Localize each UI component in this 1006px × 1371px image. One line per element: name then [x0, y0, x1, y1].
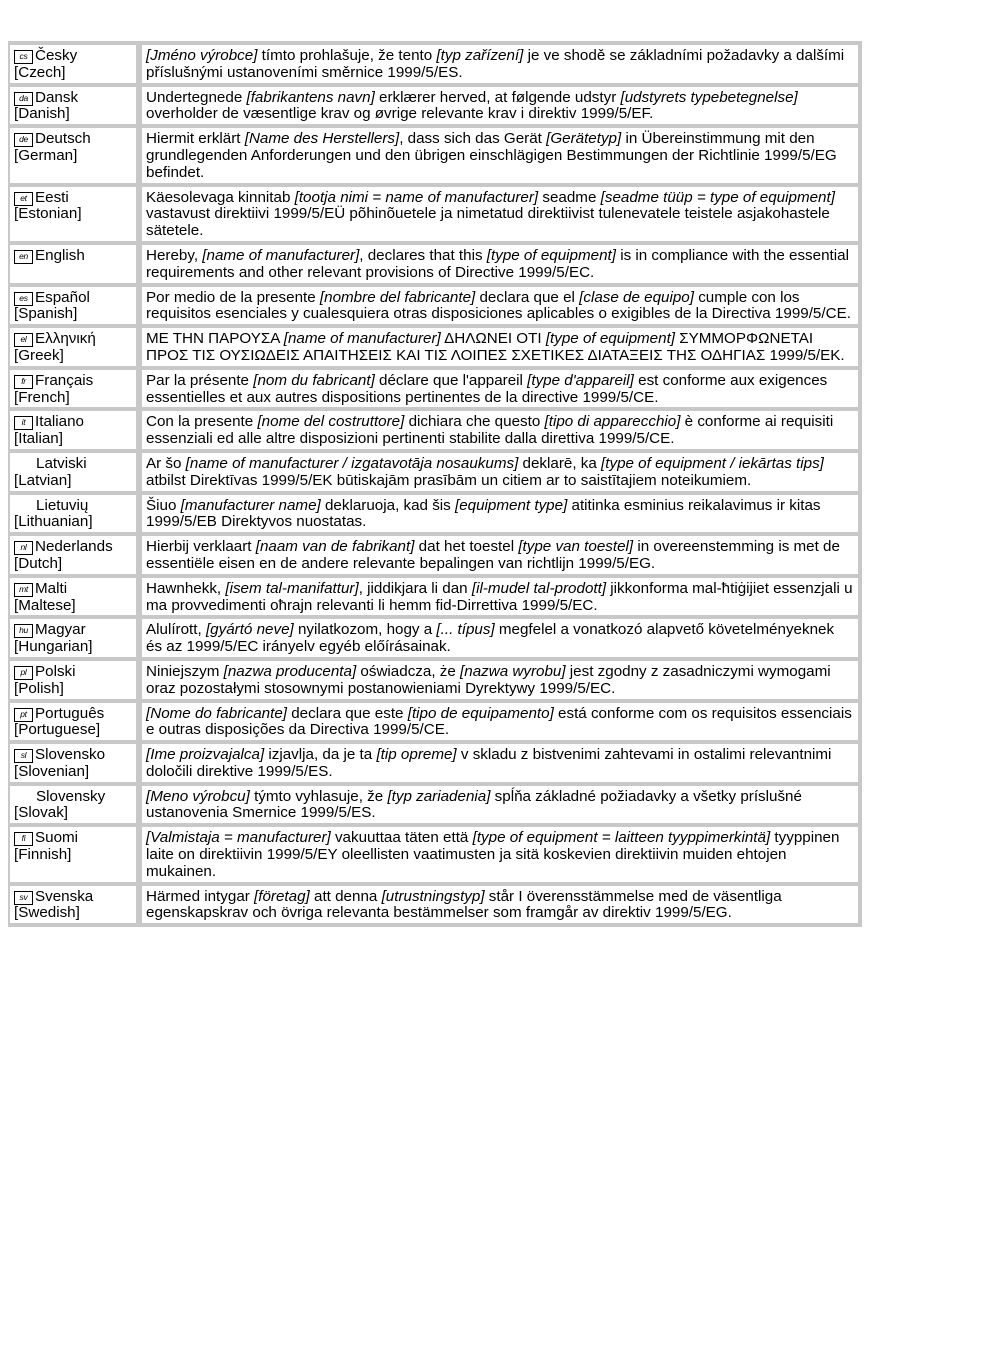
language-english-name: [Maltese]: [14, 596, 76, 614]
declaration-text: [136, 578, 862, 616]
language-code-icon: fr: [14, 375, 33, 389]
declaration-text-segment: Niniejszym: [146, 662, 224, 680]
language-english-name: [Estonian]: [14, 205, 82, 223]
declaration-text-segment: ΜΕ ΤΗΝ ΠΑΡΟΥΣΑ: [146, 330, 284, 348]
declaration-text: [136, 536, 862, 574]
language-code-icon: es: [14, 292, 33, 306]
declaration-text-segment: è conforme ai requisiti essenziali ed alle altre disposizioni pertinenti stabilite dalla direttiva 1999/5/CE.: [146, 413, 834, 448]
declaration-text-segment: Par la présente: [146, 371, 254, 389]
declaration-text-segment: tímto prohlašuje, že tento: [257, 47, 437, 64]
declaration-text: [136, 45, 862, 83]
language-cell: [8, 619, 136, 657]
declaration-text: [136, 287, 862, 325]
placeholder-text: [Ime proizvajalca]: [146, 746, 265, 764]
declaration-text-segment: erklærer herved, at følgende udstyr: [374, 88, 621, 106]
declaration-table-body: [8, 45, 862, 923]
language-english-name: [Hungarian]: [14, 638, 93, 656]
declaration-text-segment: tyyppinen laite on direktiivin 1999/5/EY oleellisten vaatimusten ja sitä koskevien direktiivin muiden ehtojen mukainen.: [146, 829, 840, 880]
language-cell: [8, 886, 136, 924]
placeholder-text: [name of manufacturer]: [202, 246, 360, 264]
declaration-text-segment: Con la presente: [146, 413, 258, 431]
declaration-text-segment: je ve shodě se základními požadavky a dalšími příslušnými ustanoveními směrnice 1999/5/ES.: [146, 47, 845, 81]
declaration-text: [136, 245, 862, 283]
placeholder-text: [Jméno výrobce]: [146, 47, 258, 64]
declaration-text-segment: izjavlja, da je ta: [264, 746, 377, 764]
language-english-name: [Latvian]: [14, 471, 72, 489]
language-row: [8, 453, 862, 491]
placeholder-text: [tip opreme]: [376, 746, 457, 764]
declaration-text-segment: ΣΥΜΜΟΡΦΩΝΕΤΑΙ ΠΡΟΣ ΤΙΣ ΟΥΣΙΩΔΕΙΣ ΑΠΑΙΤΗΣΕΙΣ ΚΑΙ ΤΙΣ ΛΟΙΠΕΣ ΣΧΕΤΙΚΕΣ ΔΙΑΤΑΞΕΙΣ ΤΗΣ ΟΔΗΓΙΑΣ 1999/5/ΕΚ.: [146, 330, 845, 364]
placeholder-text: [nome del costruttore]: [257, 413, 405, 431]
language-native-name: English: [35, 246, 85, 264]
declaration-text: [136, 827, 862, 881]
declaration-text-segment: atitinka esminius reikalavimus ir kitas 1999/5/EB Direktyvos nuostatas.: [146, 496, 821, 531]
declaration-text: [136, 370, 862, 408]
declaration-text-segment: Alulírott,: [146, 621, 206, 639]
language-cell: [8, 128, 136, 182]
declaration-text: [136, 703, 862, 741]
declaration-text-segment: in overeenstemming is met de essentiële eisen en de andere relevante bepalingen van richtlijn 1999/5/EG.: [146, 538, 840, 572]
placeholder-text: [nombre del fabricante]: [319, 288, 476, 306]
placeholder-text: [naam van de fabrikant]: [255, 538, 415, 556]
declaration-text-segment: , jiddikjara li dan: [358, 579, 472, 597]
declaration-text-segment: está conforme com os requisitos essenciais e outras disposições da Directiva 1999/5/CE.: [146, 704, 852, 739]
declaration-text-segment: , dass sich das Gerät: [399, 130, 547, 148]
placeholder-text: [företag]: [254, 887, 310, 905]
declaration-text: [136, 128, 862, 182]
placeholder-text: [type van toestel]: [518, 538, 634, 556]
language-code-icon: fi: [14, 832, 33, 846]
language-code-icon: da: [14, 92, 33, 106]
placeholder-text: [name of manufacturer / izgatavotāja nosaukums]: [185, 454, 519, 472]
declaration-text-segment: ΔΗΛΩΝΕΙ ΟΤΙ: [440, 330, 546, 348]
language-english-name: [Dutch]: [14, 554, 63, 572]
declaration-text: [136, 328, 862, 366]
language-native-name: Lietuvių: [36, 496, 89, 514]
language-native-name: Malti: [35, 579, 68, 597]
language-row: [8, 578, 862, 616]
declaration-text: [136, 661, 862, 699]
language-code-icon: el: [14, 333, 33, 347]
placeholder-text: [gyártó neve]: [205, 621, 294, 639]
language-english-name: [Swedish]: [14, 904, 80, 922]
declaration-text-segment: spĺňa základné požiadavky a všetky príslušné ustanovenia Smernice 1999/5/ES.: [146, 787, 802, 822]
language-cell: [8, 245, 136, 283]
placeholder-text: [seadme tüüp = type of equipment]: [600, 188, 835, 206]
language-code-icon: et: [14, 192, 33, 206]
declaration-text-segment: is in compliance with the essential requirements and other relevant provisions of Directive 1999/5/EC.: [146, 246, 849, 281]
language-english-name: [Portuguese]: [14, 721, 101, 739]
language-cell: [8, 370, 136, 408]
placeholder-text: [Meno výrobcu]: [146, 787, 250, 805]
language-cell: [8, 328, 136, 366]
language-native-name: Español: [35, 288, 90, 306]
language-cell: [8, 661, 136, 699]
placeholder-text: [name of manufacturer]: [283, 330, 441, 348]
language-row: [8, 87, 862, 125]
language-cell: [8, 827, 136, 881]
language-english-name: [Slovak]: [14, 804, 69, 822]
language-code-icon: nl: [14, 541, 33, 555]
placeholder-text: [type of equipment]: [545, 330, 676, 348]
placeholder-text: [... típus]: [436, 621, 495, 639]
language-english-name: [German]: [14, 146, 78, 164]
language-code-icon: pl: [14, 666, 33, 680]
placeholder-text: [type d'appareil]: [527, 371, 634, 389]
language-cell: [8, 87, 136, 125]
placeholder-text: [Valmistaja = manufacturer]: [146, 829, 331, 847]
language-row: [8, 619, 862, 657]
declaration-text-segment: jest zgodny z zasadniczymi wymogami oraz pozostałymi stosownymi postanowieniami Dyrektywy 1999/5/EC.: [146, 662, 831, 697]
language-native-name: Svenska: [35, 887, 94, 905]
declaration-text: [136, 453, 862, 491]
language-row: [8, 328, 862, 366]
declaration-text-segment: Käesolevaga kinnitab: [146, 188, 295, 206]
language-code-icon: pt: [14, 708, 33, 722]
declaration-text-segment: Hierbij verklaart: [146, 538, 256, 556]
declaration-text-segment: Por medio de la presente: [146, 288, 320, 306]
language-cell: [8, 453, 136, 491]
placeholder-text: [tipo di apparecchio]: [544, 413, 681, 431]
language-code-icon: sv: [14, 891, 33, 905]
declaration-text-segment: oświadcza, że: [356, 662, 461, 680]
language-english-name: [Lithuanian]: [14, 513, 93, 531]
declaration-text-segment: att denna: [309, 887, 382, 905]
placeholder-text: [Gerätetyp]: [546, 130, 622, 148]
declaration-text-segment: déclare que l'appareil: [374, 371, 528, 389]
declaration-text: [136, 87, 862, 125]
language-cell: [8, 578, 136, 616]
language-cell: [8, 786, 136, 824]
placeholder-text: [type of equipment]: [486, 246, 616, 264]
declaration-text-segment: vakuuttaa täten että: [330, 829, 473, 847]
language-native-name: Dansk: [35, 88, 79, 106]
declaration-text: [136, 411, 862, 449]
language-native-name: Magyar: [35, 621, 86, 639]
language-cell: [8, 411, 136, 449]
placeholder-text: [nom du fabricant]: [253, 371, 375, 389]
language-row: [8, 45, 862, 83]
placeholder-text: [Name des Herstellers]: [244, 130, 400, 148]
placeholder-text: [nazwa wyrobu]: [460, 662, 566, 680]
language-row: [8, 536, 862, 574]
declaration-text: [136, 495, 862, 533]
language-cell: [8, 703, 136, 741]
declaration-text-segment: dat het toestel: [414, 538, 519, 556]
language-cell: [8, 45, 136, 83]
language-row: [8, 128, 862, 182]
declaration-text-segment: seadme: [538, 188, 601, 206]
language-english-name: [Danish]: [14, 105, 70, 123]
declaration-text-segment: in Übereinstimmung mit den grundlegenden Anforderungen und den übrigen einschlägigen Bestimmungen der Richtlinie 1999/5/EG befindet.: [146, 130, 837, 181]
placeholder-text: [clase de equipo]: [579, 288, 694, 306]
language-native-name: Polski: [35, 662, 76, 680]
placeholder-text: [typ zariadenia]: [387, 787, 491, 805]
language-cell: [8, 744, 136, 782]
placeholder-text: [type of equipment = laitteen tyyppimerkintä]: [472, 829, 771, 847]
declaration-text-segment: Šiuo: [146, 496, 181, 514]
declaration-text: [136, 619, 862, 657]
language-code-icon: cs: [14, 50, 33, 64]
declaration-text-segment: Hereby,: [146, 246, 203, 264]
language-row: [8, 886, 862, 924]
language-native-name: Nederlands: [35, 538, 113, 556]
language-english-name: [Spanish]: [14, 305, 78, 323]
declaration-text-segment: deklarē, ka: [518, 454, 602, 472]
language-row: [8, 411, 862, 449]
placeholder-text: [tootja nimi = name of manufacturer]: [294, 188, 539, 206]
language-row: [8, 827, 862, 881]
placeholder-text: [nazwa producenta]: [223, 662, 357, 680]
language-native-name: Deutsch: [35, 130, 91, 148]
declaration-text-segment: nyilatkozom, hogy a: [293, 621, 437, 639]
language-english-name: [Slovenian]: [14, 762, 90, 780]
declaration-text: [136, 786, 862, 824]
language-native-name: Português: [35, 704, 105, 722]
declaration-text-segment: Härmed intygar: [146, 887, 255, 905]
declaration-text-segment: står I överensstämmelse med de väsentliga egenskapskrav och övriga relevanta bestämmelser som framgår av direktiv 1999/5/EG.: [146, 887, 782, 922]
language-row: [8, 187, 862, 241]
declaration-text-segment: overholder de væsentlige krav og øvrige relevante krav i direktiv 1999/5/EF.: [146, 105, 654, 123]
language-code-icon: mt: [14, 583, 33, 597]
language-row: [8, 245, 862, 283]
declaration-text: [136, 744, 862, 782]
declaration-text-segment: declara que el: [475, 288, 580, 306]
declaration-text: [136, 187, 862, 241]
declaration-text-segment: Hiermit erklärt: [146, 130, 245, 148]
declaration-text-segment: declara que este: [286, 704, 408, 722]
declaration-text-segment: Undertegnede: [146, 88, 247, 106]
language-cell: [8, 536, 136, 574]
declaration-text-segment: dichiara che questo: [404, 413, 545, 431]
declaration-text-segment: megfelel a vonatkozó alapvető követelményeknek és az 1999/5/EC irányelv egyéb előírásainak.: [146, 621, 835, 656]
declaration-text-segment: v skladu z bistvenimi zahtevami in ostalimi relevantnimi določili direktive 1999/5/ES.: [146, 746, 832, 780]
language-native-name: Suomi: [35, 829, 79, 847]
language-native-name: Latviski: [36, 454, 87, 472]
language-native-name: Italiano: [35, 413, 84, 431]
language-cell: [8, 287, 136, 325]
language-cell: [8, 187, 136, 241]
language-row: [8, 744, 862, 782]
placeholder-text: [tipo de equipamento]: [407, 704, 554, 722]
language-row: [8, 661, 862, 699]
placeholder-text: [utrustningstyp]: [381, 887, 485, 905]
language-english-name: [Italian]: [14, 430, 63, 448]
declaration-of-conformity-table: [8, 41, 862, 927]
language-row: [8, 786, 862, 824]
declaration-text-segment: týmto vyhlasuje, že: [249, 787, 388, 805]
declaration-text-segment: atbilst Direktīvas 1999/5/EK būtiskajām prasībām un citiem ar to saistītajiem noteikumiem.: [146, 471, 752, 489]
language-english-name: [Polish]: [14, 679, 64, 697]
language-code-icon: sl: [14, 749, 33, 763]
declaration-text-segment: deklaruoja, kad šis: [320, 496, 455, 514]
placeholder-text: [isem tal-manifattur]: [225, 579, 359, 597]
declaration-text-segment: cumple con los requisitos esenciales y cualesquiera otras disposiciones aplicables o exigibles de la Directiva 1999/5/CE.: [146, 288, 851, 323]
declaration-text-segment: vastavust direktiivi 1999/5/EÜ põhinõuetele ja nimetatud direktiivist tulenevatele teistele asjakohastele sätetele.: [146, 205, 830, 240]
language-row: [8, 287, 862, 325]
language-native-name: Česky: [35, 47, 78, 64]
language-code-icon: it: [14, 416, 33, 430]
language-row: [8, 495, 862, 533]
placeholder-text: [fabrikantens navn]: [246, 88, 375, 106]
placeholder-text: [typ zařízení]: [436, 47, 524, 64]
language-code-icon: en: [14, 250, 33, 264]
declaration-text-segment: est conforme aux exigences essentielles et aux autres dispositions pertinentes de la directive 1999/5/CE.: [146, 371, 828, 406]
language-english-name: [Greek]: [14, 346, 64, 364]
language-code-icon: de: [14, 133, 33, 147]
language-native-name: Slovensko: [35, 746, 106, 764]
language-row: [8, 703, 862, 741]
placeholder-text: [equipment type]: [455, 496, 568, 514]
language-cell: [8, 495, 136, 533]
declaration-text-segment: , declares that this: [359, 246, 487, 264]
placeholder-text: [il-mudel tal-prodott]: [471, 579, 607, 597]
language-english-name: [French]: [14, 388, 70, 406]
language-native-name: Français: [35, 371, 94, 389]
placeholder-text: [manufacturer name]: [180, 496, 321, 514]
language-row: [8, 370, 862, 408]
placeholder-text: [type of equipment / iekārtas tips]: [601, 454, 824, 472]
placeholder-text: [Nome do fabricante]: [146, 704, 287, 722]
declaration-text-segment: jikkonforma mal-ħtiġijiet essenzjali u ma provvedimenti oħrajn relevanti li hemm fid-Dirrettiva 1999/5/EC.: [146, 579, 853, 614]
language-native-name: Ελληνική: [35, 330, 96, 348]
language-english-name: [Finnish]: [14, 846, 72, 864]
language-native-name: Eesti: [35, 188, 69, 206]
declaration-text: [136, 886, 862, 924]
declaration-text-segment: Hawnhekk,: [146, 579, 226, 597]
language-native-name: Slovensky: [36, 787, 106, 805]
placeholder-text: [udstyrets typebetegnelse]: [620, 88, 798, 106]
language-english-name: [Czech]: [14, 63, 66, 81]
language-code-icon: hu: [14, 624, 33, 638]
declaration-text-segment: Ar šo: [146, 454, 186, 472]
